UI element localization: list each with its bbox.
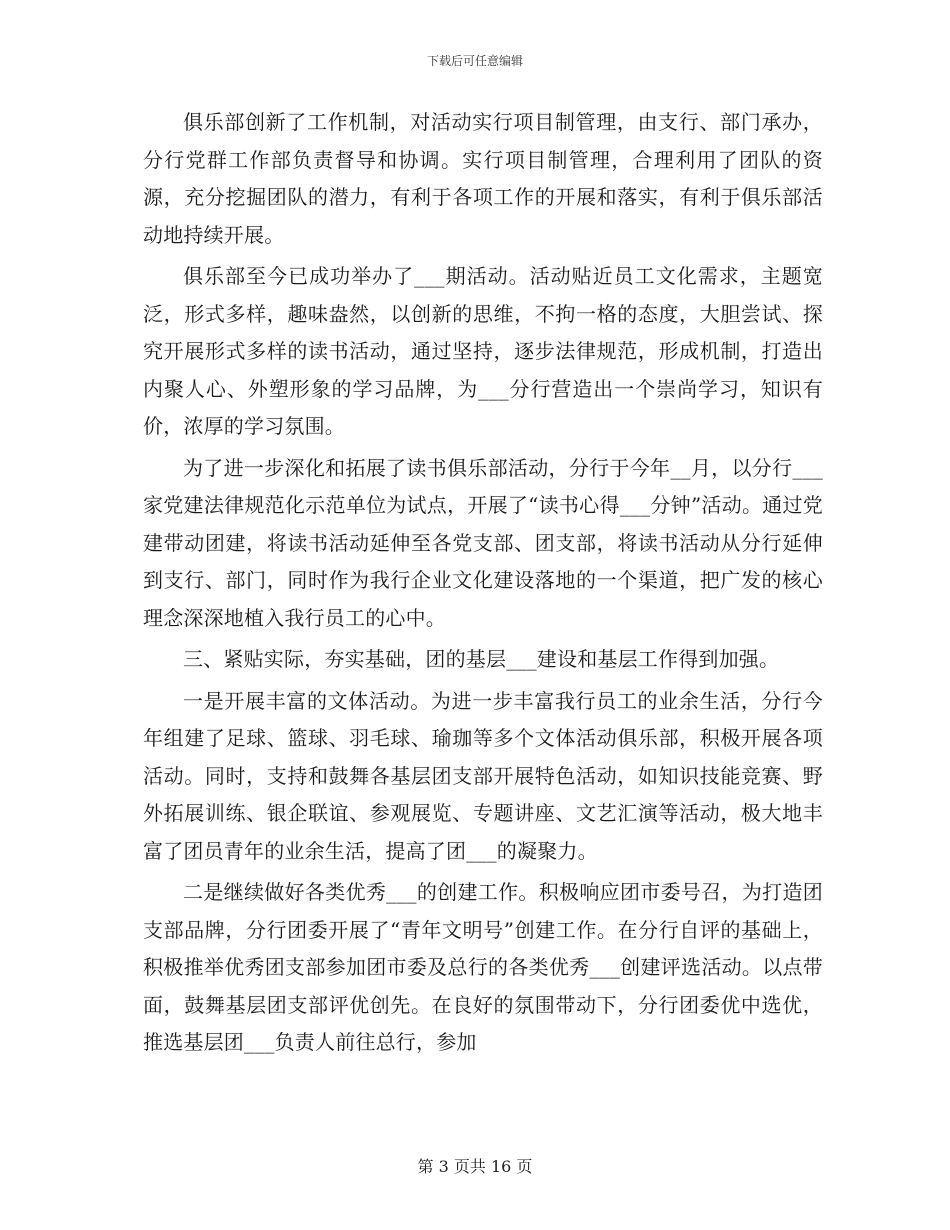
- paragraph: 俱乐部至今已成功举办了___期活动。活动贴近员工文化需求，主题宽泛，形式多样，趣味盎然，以创新的思维，不拘一格的态度，大胆尝试、探究开展形式多样的读书活动，通过坚持，逐步法律规范，形成机制，打造出内聚人心、外塑形象的学习品牌，为___分行营造出一个崇尚学习，知识有价，浓厚的学习氛围。: [143, 264, 823, 438]
- paragraph: 一是开展丰富的文体活动。为进一步丰富我行员工的业余生活，分行今年组建了足球、篮球、羽毛球、瑜珈等多个文体活动俱乐部，积极开展各项活动。同时，支持和鼓舞各基层团支部开展特色活动，如知识技能竞赛、野外拓展训练、银企联谊、参观展览、专题讲座、文艺汇演等活动，极大地丰富了团员青年的业余生活，提高了团___的凝聚力。: [143, 688, 823, 863]
- document-body: [143, 104, 823, 1066]
- paragraph: 二是继续做好各类优秀___的创建工作。积极响应团市委号召，为打造团支部品牌，分行团委开展了“青年文明号”创建工作。在分行自评的基础上，积极推举优秀团支部参加团市委及总行的各类优秀___创建评选活动。以点带面，鼓舞基层团支部评优创先。在良好的氛围带动下，分行团委优中选优，推选基层团___负责人前往总行，参加: [143, 880, 823, 1054]
- paragraph: 俱乐部创新了工作机制，对活动实行项目制管理，由支行、部门承办，分行党群工作部负责督导和协调。实行项目制管理，合理利用了团队的资源，充分挖掘团队的潜力，有利于各项工作的开展和落实，有利于俱乐部活动地持续开展。: [143, 110, 823, 247]
- page-header: 下载后可任意编辑: [426, 54, 523, 68]
- paragraph: 为了进一步深化和拓展了读书俱乐部活动，分行于今年__月，以分行___家党建法律规范化示范单位为试点，开展了“读书心得___分钟”活动。通过党建带动团建，将读书活动延伸至各党支部、团支部，将读书活动从分行延伸到支行、部门，同时作为我行企业文化建设落地的一个渠道，把广发的核心理念深深地植入我行员工的心中。: [143, 455, 823, 630]
- page-footer: 第 3 页共 16 页: [417, 1157, 533, 1176]
- section-heading: 三、紧贴实际，夯实基础，团的基层___建设和基层工作得到加强。: [183, 647, 780, 671]
